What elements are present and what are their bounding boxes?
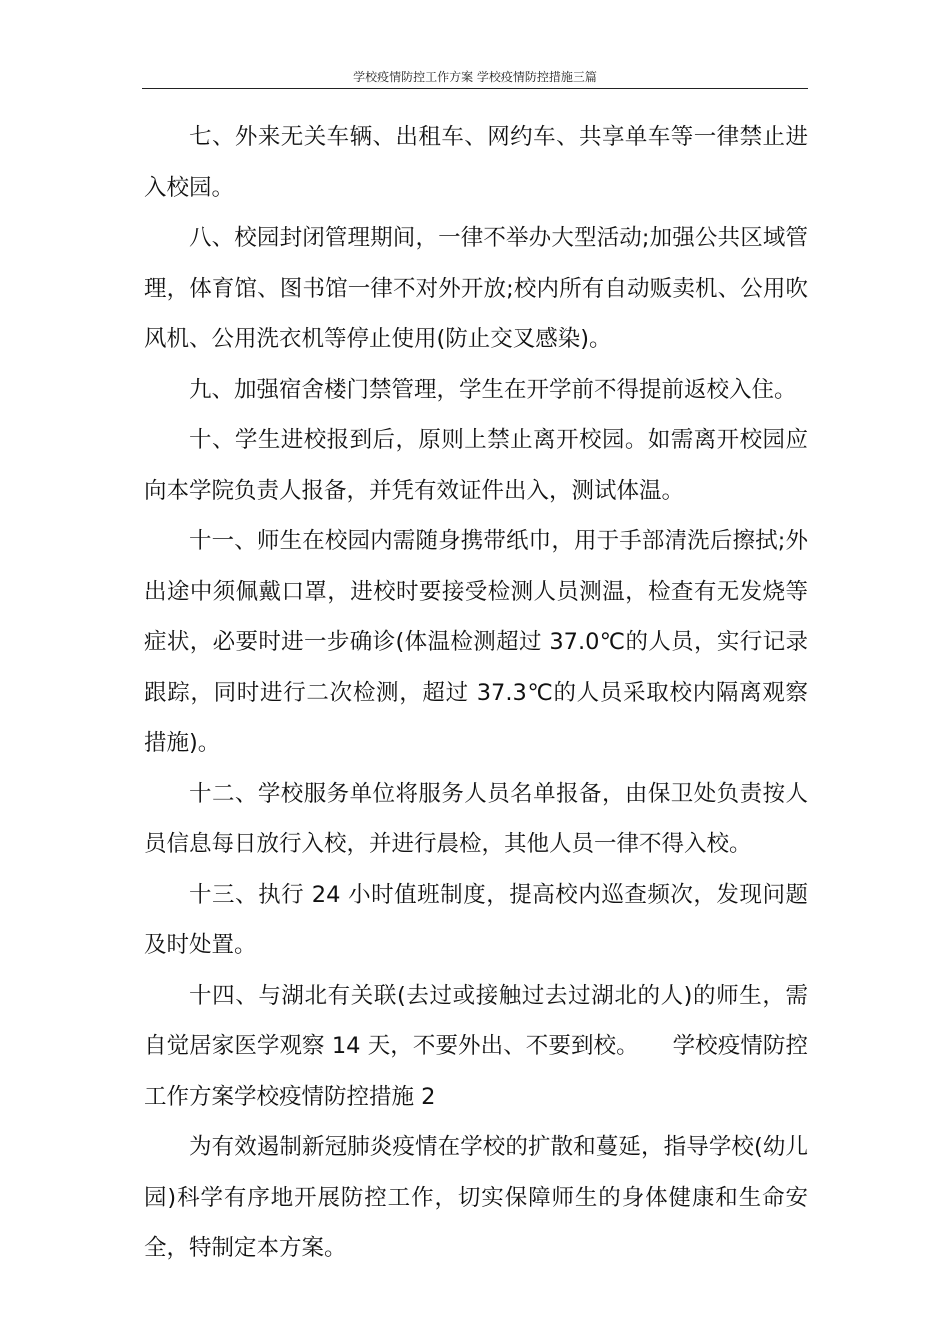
paragraph: 九、加强宿舍楼门禁管理，学生在开学前不得提前返校入住。	[189, 376, 797, 403]
paragraph: 为有效遏制新冠肺炎疫情在学校的扩散和蔓延，指导学校(幼儿园)科学有序地开展防控工作，切实保障师生的身体健康和生命安全，特制定本方案。	[144, 1134, 808, 1261]
paragraph: 八、校园封闭管理期间，一律不举办大型活动;加强公共区域管理，体育馆、图书馆一律不对外开放;校内所有自动贩卖机、公用吹风机、公用洗衣机等停止使用(防止交叉感染)。	[144, 225, 808, 352]
paragraph: 十、学生进校报到后，原则上禁止离开校园。如需离开校园应向本学院负责人报备，并凭有效证件出入，测试体温。	[144, 427, 808, 504]
page-header	[142, 70, 808, 89]
document-body	[144, 112, 808, 1274]
paragraph: 十三、执行 24 小时值班制度，提高校内巡查频次，发现问题及时处置。	[144, 881, 808, 958]
paragraph: 十二、学校服务单位将服务人员名单报备，由保卫处负责按人员信息每日放行入校，并进行晨检，其他人员一律不得入校。	[144, 780, 808, 857]
paragraph: 十四、与湖北有关联(去过或接触过去过湖北的人)的师生，需自觉居家医学观察 14 天，不要外出、不要到校。 学校疫情防控工作方案学校疫情防控措施 2	[144, 982, 808, 1110]
paragraph: 十一、师生在校园内需随身携带纸巾，用于手部清洗后擦拭;外出途中须佩戴口罩，进校时要接受检测人员测温，检查有无发烧等症状，必要时进一步确诊(体温检测超过 37.0℃的人员，实行记录跟踪，同时进行二次检测，超过 37.3℃的人员采取校内隔离观察措施)。	[144, 528, 808, 756]
paragraph: 七、外来无关车辆、出租车、网约车、共享单车等一律禁止进入校园。	[144, 124, 808, 201]
header-title: 学校疫情防控工作方案 学校疫情防控措施三篇	[353, 70, 597, 84]
